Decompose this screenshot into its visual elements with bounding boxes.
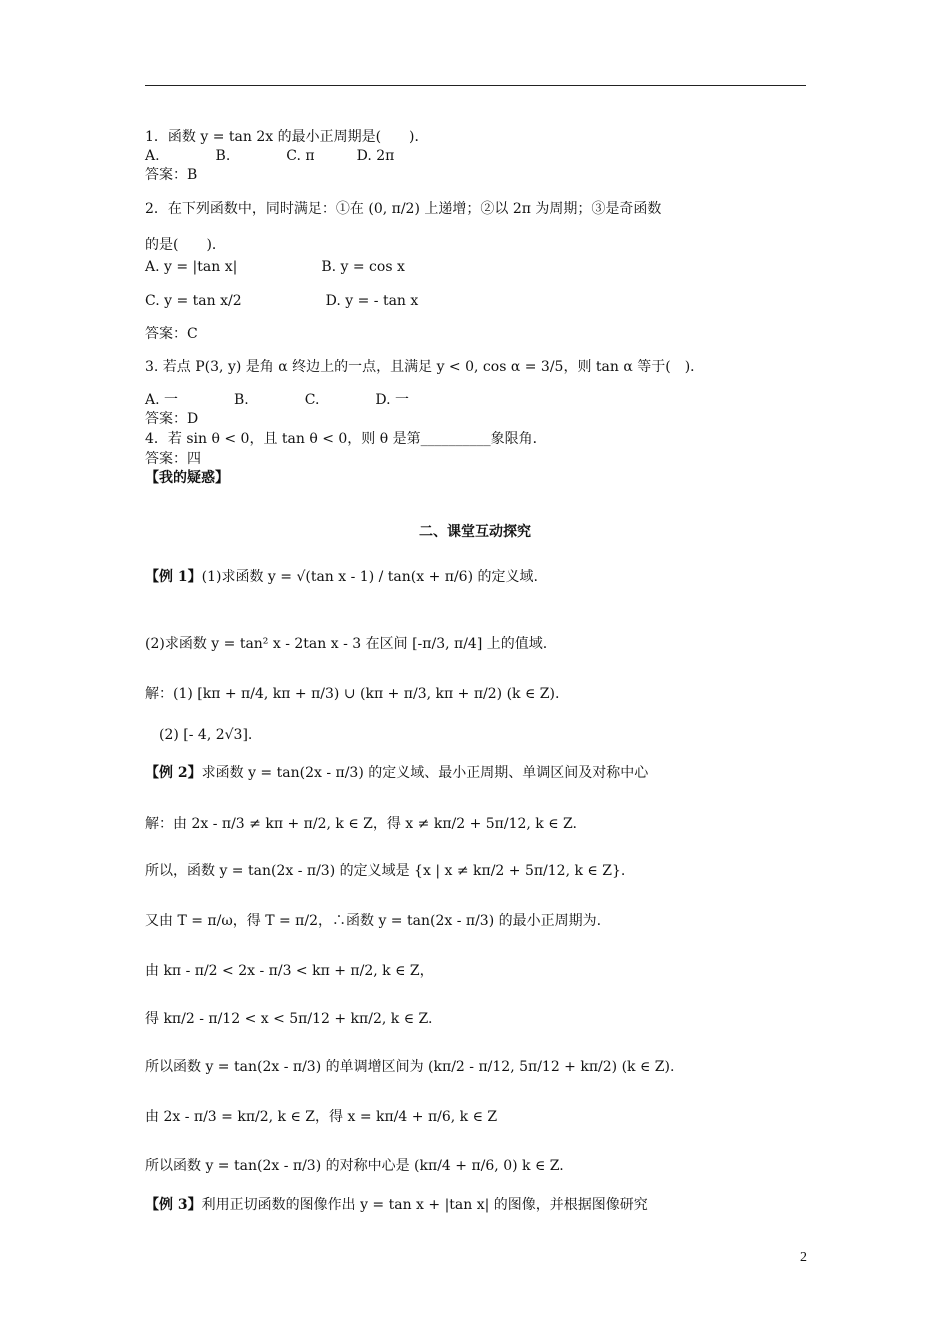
example-text: 得 kπ/2 - π/12 < x < 5π/12 + kπ/2, k ∈ Z. — [145, 1011, 433, 1027]
example-text: 所以函数 y = tan(2x - π/3) 的单调增区间为 (kπ/2 - π/12, 5π/12 + kπ/2) (k ∈ Z). — [145, 1059, 675, 1075]
example-label: 【例 2】 — [145, 765, 202, 781]
example-label: 【例 1】 — [145, 569, 202, 585]
example-text: 解：由 2x - π/3 ≠ kπ + π/2, k ∈ Z，得 x ≠ kπ/2 + 5π/12, k ∈ Z. — [145, 816, 577, 832]
example-text: (2) [- 4, 2√3]. — [145, 727, 253, 743]
exercise-line: 答案：四 — [145, 451, 201, 467]
example-line — [145, 764, 648, 782]
exercise-line: 答案：D — [145, 411, 199, 427]
exercise-line: 答案：C — [145, 326, 198, 342]
example-text: (1)求函数 y = √(tan x - 1) / tan(x + π/6) 的定义域. — [201, 569, 538, 585]
example-line — [145, 962, 434, 980]
header-rule — [145, 85, 806, 86]
example-line — [145, 1196, 648, 1214]
example-line — [145, 1157, 564, 1175]
exercise-line: A. B. C. π D. 2π — [145, 148, 395, 164]
example-text: 所以函数 y = tan(2x - π/3) 的对称中心是 (kπ/4 + π/6, 0) k ∈ Z. — [145, 1158, 564, 1174]
exercise-line: 的是( )． — [145, 237, 226, 253]
example-line — [145, 568, 538, 586]
example-line — [145, 1058, 674, 1076]
exercise-line: 4．若 sin θ < 0，且 tan θ < 0，则 θ 是第__________象限角． — [145, 431, 547, 447]
example-line — [145, 862, 625, 880]
exercise-line: 答案：B — [145, 167, 198, 183]
example-text: 又由 T = π/ω，得 T = π/2，∴函数 y = tan(2x - π/3) 的最小正周期为. — [145, 913, 602, 929]
example-line — [145, 815, 577, 833]
example-line — [145, 1108, 497, 1126]
example-text: 解：(1) [kπ + π/4, kπ + π/3) ∪ (kπ + π/3, kπ + π/2) (k ∈ Z). — [145, 686, 560, 702]
section-title: 二、课堂互动探究 — [419, 524, 531, 540]
example-line — [145, 912, 601, 930]
exercise-line: 3. 若点 P(3, y) 是角 α 终边上的一点，且满足 y < 0, cos α = 3/5，则 tan α 等于( )． — [145, 359, 705, 375]
example-text: 求函数 y = tan(2x - π/3) 的定义域、最小正周期、单调区间及对称中心 — [201, 765, 649, 781]
example-line — [145, 635, 547, 653]
example-text: 由 2x - π/3 = kπ/2, k ∈ Z，得 x = kπ/4 + π/6, k ∈ Z — [145, 1109, 498, 1125]
example-line — [145, 1010, 432, 1028]
example-text: 所以，函数 y = tan(2x - π/3) 的定义域是 {x | x ≠ kπ/2 + 5π/12, k ∈ Z}. — [145, 863, 626, 879]
exercise-line: A. y = |tan x| B. y = cos x — [145, 259, 405, 275]
exercise-line: C. y = tan x/2 D. y = - tan x — [145, 293, 419, 309]
example-text: (2)求函数 y = tan² x - 2tan x - 3 在区间 [-π/3, π/4] 上的值域. — [145, 636, 548, 652]
example-label: 【例 3】 — [145, 1197, 202, 1213]
doubt-heading: 【我的疑惑】 — [145, 470, 229, 486]
example-line — [145, 685, 559, 703]
exercise-line: 2．在下列函数中，同时满足：①在 (0, π/2) 上递增；②以 2π 为周期；③是奇函数 — [145, 201, 662, 217]
exercise-line: A. 一 B. C. D. 一 — [145, 392, 410, 408]
example-text: 由 kπ - π/2 < 2x - π/3 < kπ + π/2, k ∈ Z， — [145, 963, 434, 979]
page-number: 2 — [800, 1250, 807, 1265]
example-text: 利用正切函数的图像作出 y = tan x + |tan x| 的图像，并根据图像研究 — [201, 1197, 648, 1213]
example-line — [145, 726, 252, 744]
exercise-line: 1．函数 y = tan 2x 的最小正周期是( )． — [145, 129, 429, 145]
